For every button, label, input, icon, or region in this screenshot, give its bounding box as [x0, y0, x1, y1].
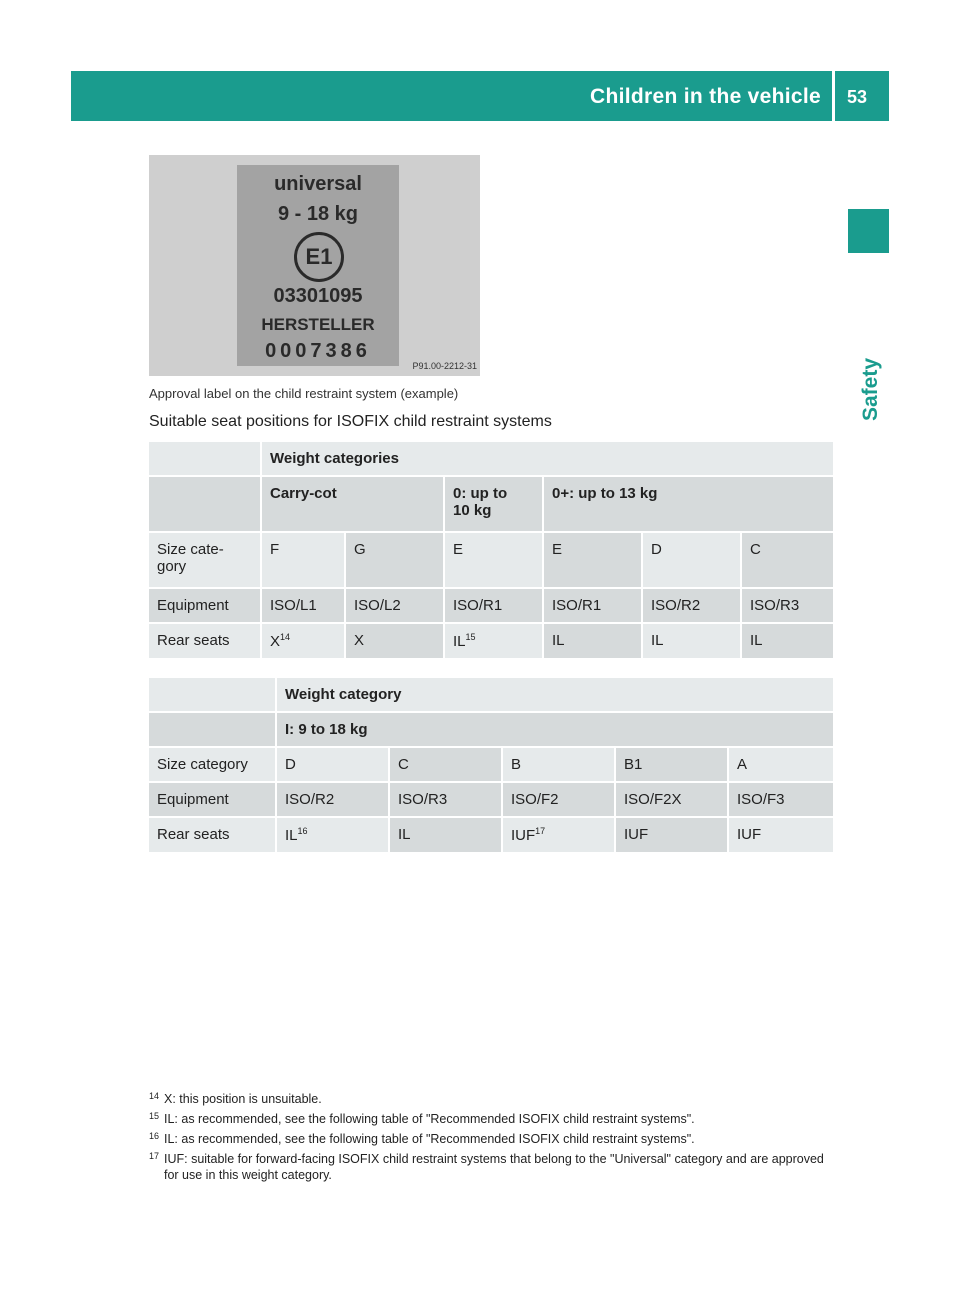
table-cell: ISO/L1	[262, 589, 344, 622]
row-label: Equipment	[149, 783, 275, 816]
table-cell	[503, 818, 614, 852]
table-cell: ISO/F2X	[616, 783, 727, 816]
table-cell: ISO/R2	[643, 589, 740, 622]
intro-text: Suitable seat positions for ISOFIX child restraint systems	[149, 413, 552, 430]
table-cell: ISO/R1	[544, 589, 641, 622]
page-number: 53	[847, 87, 868, 107]
table-cell: IUF	[729, 818, 833, 852]
side-tab-label	[848, 334, 889, 424]
table-cell: ISO/R3	[742, 589, 833, 622]
footnote-text: IL: as recommended, see the following table of "Recommended ISOFIX child restraint systems".	[164, 1132, 695, 1146]
table-cell: IL	[544, 624, 641, 658]
table-cell: G	[346, 533, 443, 587]
col-header-cat0	[445, 477, 542, 531]
table-cell: IL	[643, 624, 740, 658]
table-corner	[149, 678, 275, 711]
table-cell: IUF	[616, 818, 727, 852]
row-label: Size category	[149, 748, 275, 781]
table-cell	[277, 818, 388, 852]
footnote-ref: 17	[535, 826, 546, 836]
cat0-line1: 0: up to	[453, 485, 508, 502]
table-cell: IL	[742, 624, 833, 658]
footnote-number: 17	[149, 1151, 160, 1161]
photo-caption: Approval label on the child restraint system (example)	[149, 386, 459, 401]
e-mark-icon: E1	[294, 232, 344, 282]
table-cell: ISO/R3	[390, 783, 501, 816]
footnote	[149, 1131, 839, 1147]
table-cell: ISO/R1	[445, 589, 542, 622]
table-cell	[445, 624, 542, 658]
section-title: Children in the vehicle	[590, 85, 821, 108]
col-header-carry-cot: Carry-cot	[262, 477, 443, 531]
approval-label-photo	[149, 155, 480, 376]
table-cell: E	[445, 533, 542, 587]
table-cell: D	[277, 748, 388, 781]
label-weight: 9 - 18 kg	[277, 203, 359, 225]
table-cell: E	[544, 533, 641, 587]
cell-text: IL	[285, 827, 298, 844]
isofix-table-2	[147, 676, 835, 854]
row-label-line2: gory	[157, 558, 187, 575]
footnote-number: 16	[149, 1131, 160, 1141]
table-cell: ISO/L2	[346, 589, 443, 622]
photo-reference: P91.00-2212-31	[412, 361, 477, 371]
footnote	[149, 1091, 839, 1107]
label-approval-number: 03301095	[273, 285, 363, 307]
table-corner	[149, 477, 260, 531]
group-header: Weight categories	[262, 442, 833, 475]
footnote-text: IL: as recommended, see the following table of "Recommended ISOFIX child restraint systems".	[164, 1112, 695, 1126]
row-label: Rear seats	[149, 818, 275, 852]
row-label-line1: Size cate-	[157, 541, 224, 558]
footnote-ref: 15	[465, 632, 476, 642]
table-cell: A	[729, 748, 833, 781]
label-manufacturer: HERSTELLER	[261, 315, 375, 334]
cell-text: X	[270, 633, 281, 650]
table-cell: IL	[390, 818, 501, 852]
cat0-line2: 10 kg	[453, 502, 492, 519]
side-tab-marker	[848, 209, 889, 253]
side-tab-text: Safety	[859, 357, 882, 421]
group-header: Weight category	[277, 678, 833, 711]
table-corner	[149, 442, 260, 475]
table-cell: ISO/F2	[503, 783, 614, 816]
footnote-text: X: this position is unsuitable.	[164, 1092, 322, 1106]
footnote	[149, 1111, 839, 1127]
cell-text: IUF	[511, 827, 536, 844]
footnote-number: 14	[149, 1091, 160, 1101]
row-label: Rear seats	[149, 624, 260, 658]
table-cell: ISO/F3	[729, 783, 833, 816]
table-cell: X	[346, 624, 443, 658]
row-label	[149, 533, 260, 587]
header-bar	[71, 71, 889, 121]
header-divider	[832, 71, 835, 121]
isofix-table-1	[147, 440, 835, 660]
footnote-ref: 14	[280, 632, 291, 642]
footnotes	[149, 1091, 839, 1187]
subheader: I: 9 to 18 kg	[277, 713, 833, 746]
footnote-number: 15	[149, 1111, 160, 1121]
table-cell: D	[643, 533, 740, 587]
table-cell: F	[262, 533, 344, 587]
label-serial: 0007386	[265, 340, 371, 362]
table-cell: C	[742, 533, 833, 587]
table-cell: B	[503, 748, 614, 781]
approval-label-card	[237, 165, 399, 366]
footnote-text: IUF: suitable for forward-facing ISOFIX child restraint systems that belong to the "Universal" category and are approved for use in this weight category.	[164, 1152, 824, 1182]
row-label: Equipment	[149, 589, 260, 622]
label-universal: universal	[274, 173, 362, 195]
table-cell: C	[390, 748, 501, 781]
table-cell: ISO/R2	[277, 783, 388, 816]
table-corner	[149, 713, 275, 746]
table-cell	[262, 624, 344, 658]
col-header-cat0plus: 0+: up to 13 kg	[544, 477, 833, 531]
cell-text: IL	[453, 633, 466, 650]
table-cell: B1	[616, 748, 727, 781]
footnote	[149, 1151, 839, 1183]
footnote-ref: 16	[297, 826, 308, 836]
